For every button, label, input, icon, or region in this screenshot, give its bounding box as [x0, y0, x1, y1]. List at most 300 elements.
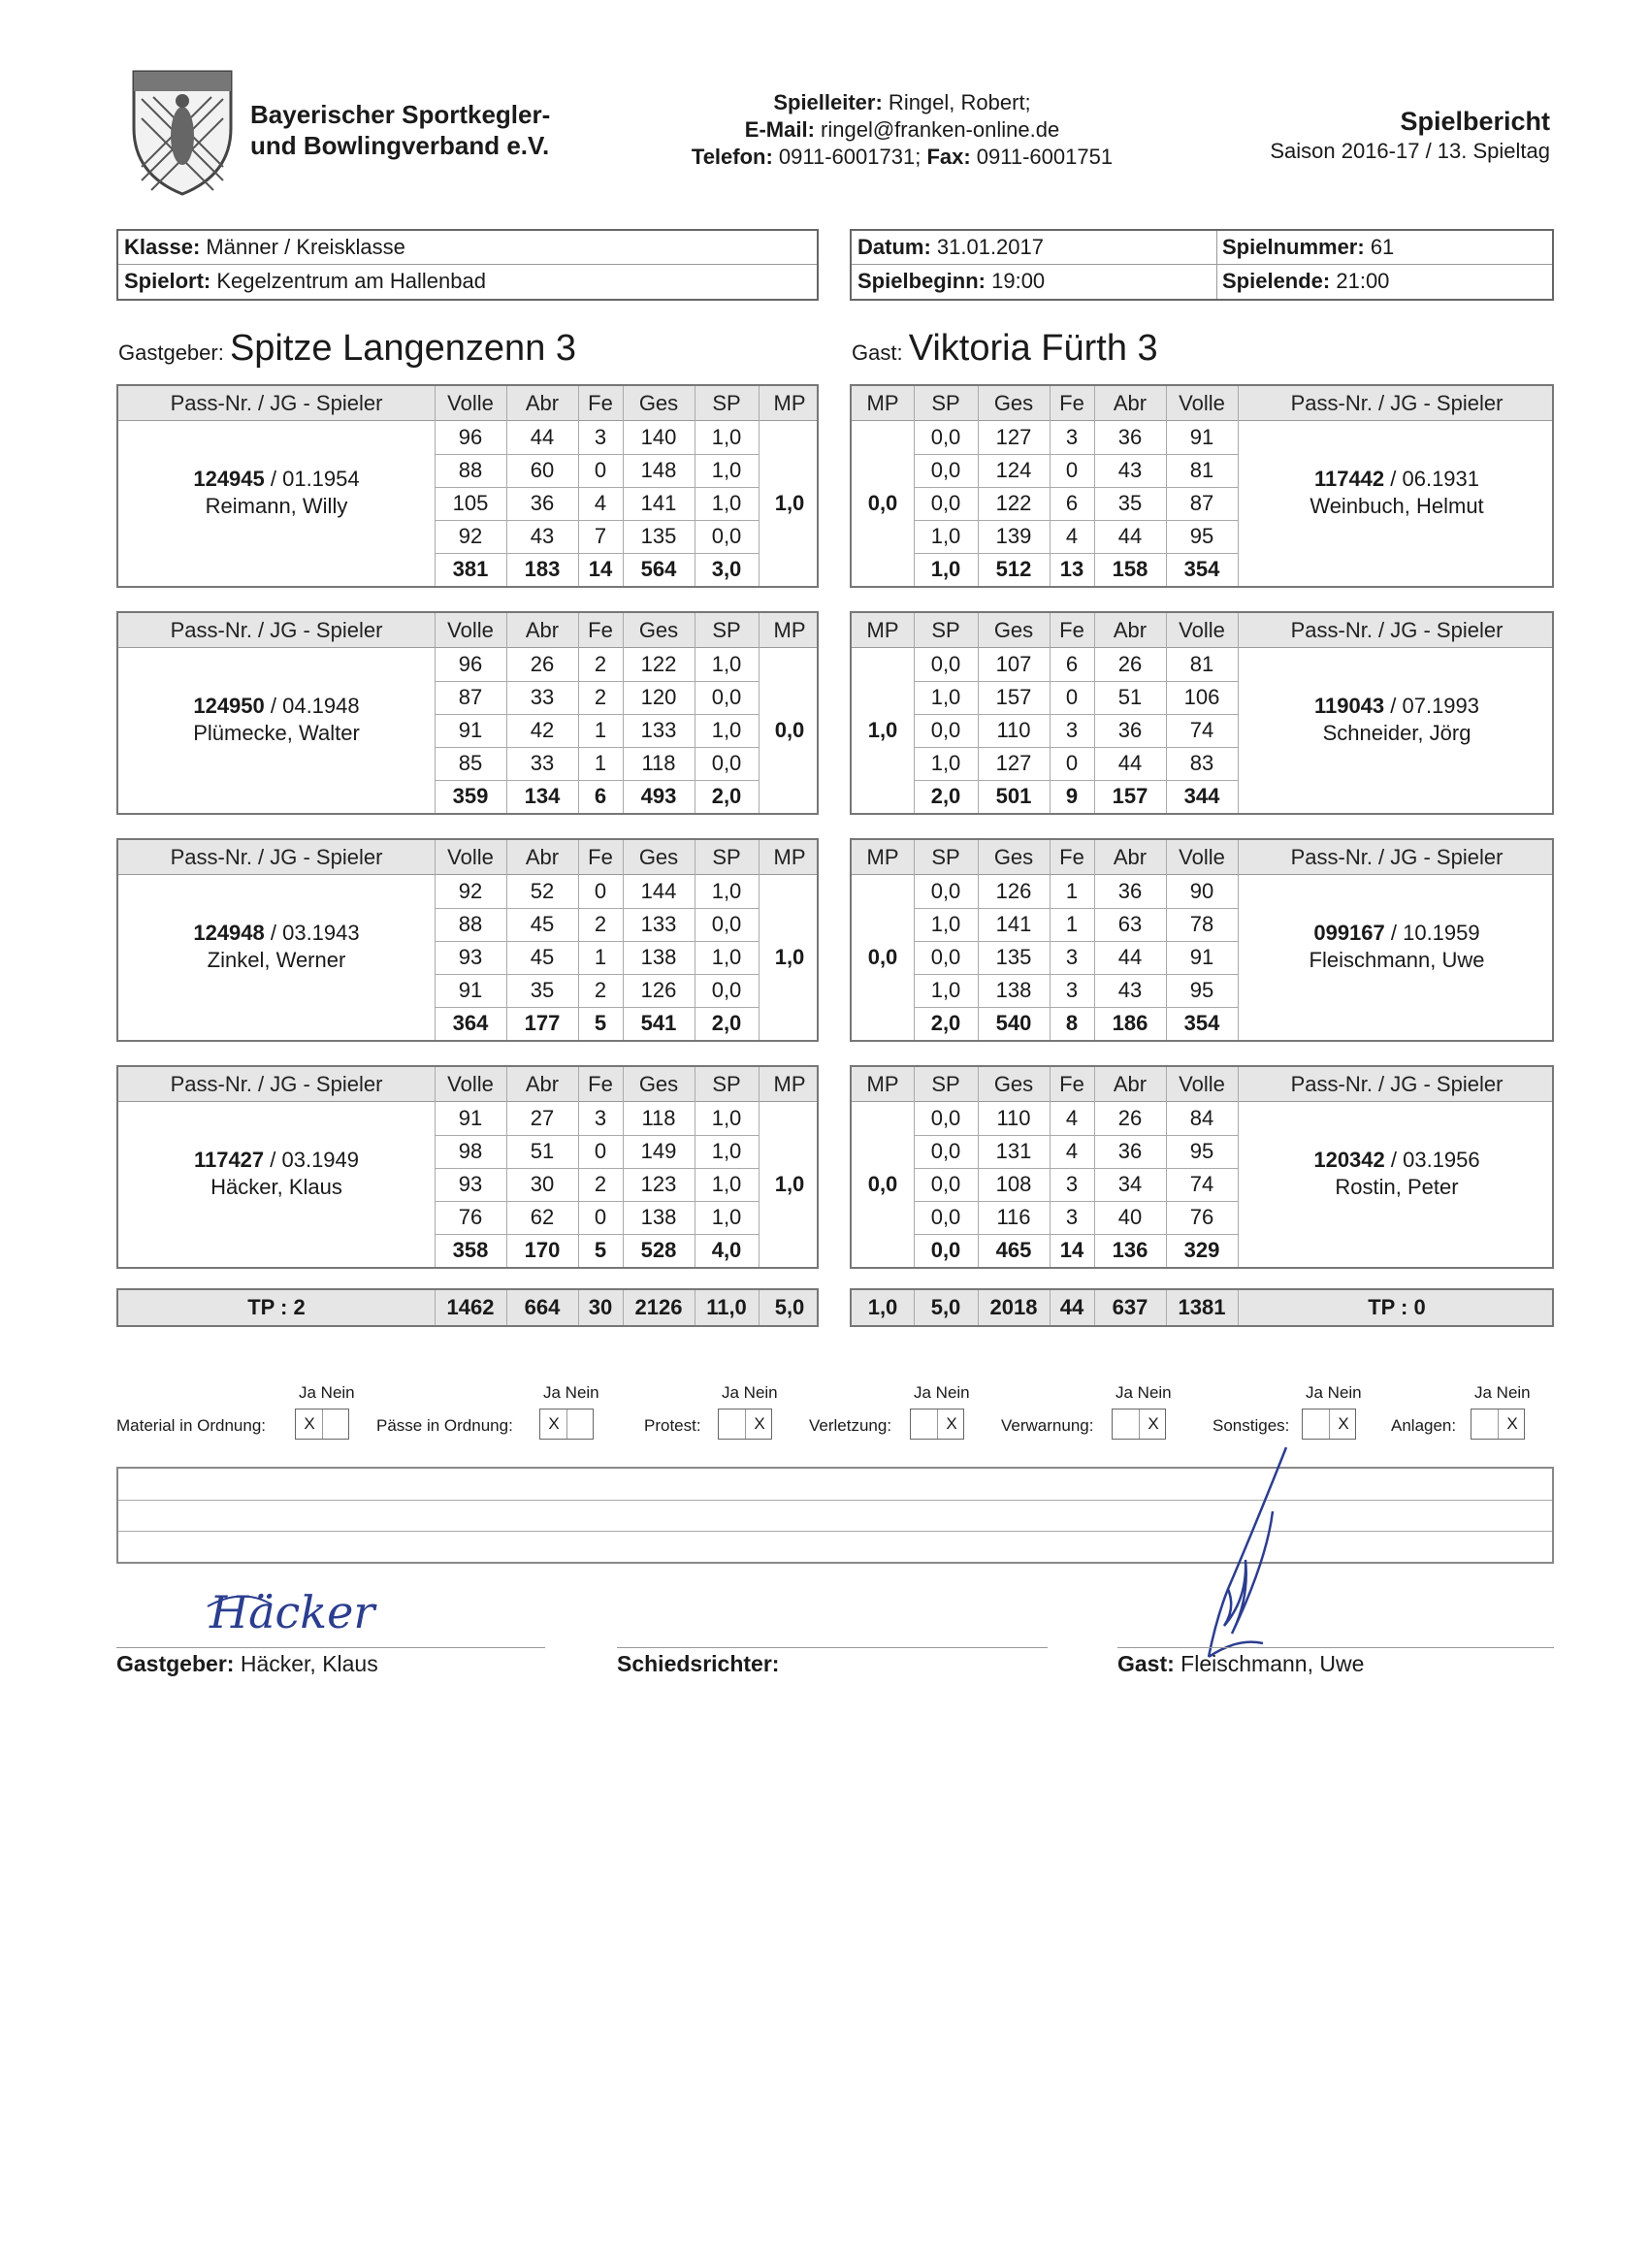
total-cell-volle: 344	[1183, 784, 1220, 808]
check-ja[interactable]: X	[548, 1414, 560, 1433]
score-cell-abr: 34	[1117, 1172, 1143, 1196]
total-cell-sp: 1,0	[930, 557, 961, 581]
remarks-box[interactable]	[116, 1467, 1554, 1564]
score-cell-volle: 105	[452, 491, 489, 515]
score-cell-sp: 0,0	[711, 751, 742, 775]
score-cell-fe: 0	[1065, 458, 1079, 482]
score-cell-fe: 3	[594, 425, 607, 449]
guest-match-points: 0,0	[867, 491, 898, 515]
column-divider	[1166, 1290, 1167, 1325]
guest-total-mp: 1,0	[867, 1295, 898, 1319]
score-cell-volle: 88	[458, 912, 483, 936]
check-box-pair[interactable]	[910, 1409, 964, 1440]
check-label: Verletzung:	[809, 1416, 892, 1435]
score-cell-abr: 26	[1117, 652, 1143, 676]
home-match-points: 1,0	[774, 491, 805, 515]
column-header-player: Pass-Nr. / JG - Spieler	[1290, 618, 1504, 642]
score-cell-volle: 90	[1189, 879, 1214, 903]
check-ja[interactable]	[1471, 1409, 1499, 1439]
column-header-abr: Abr	[525, 845, 560, 869]
total-cell-abr: 186	[1112, 1011, 1148, 1035]
column-header-abr: Abr	[525, 618, 560, 642]
guest-match-block	[850, 384, 1554, 588]
guest-player	[1238, 920, 1556, 974]
total-cell-sp: 2,0	[930, 784, 961, 808]
check-ja[interactable]	[1113, 1409, 1140, 1439]
home-match-points: 0,0	[774, 718, 805, 742]
score-cell-volle: 91	[1189, 425, 1214, 449]
column-header-mp: MP	[773, 1072, 806, 1096]
check-nein[interactable]: X	[946, 1414, 957, 1433]
score-cell-ges: 141	[640, 491, 677, 515]
score-cell-abr: 45	[530, 945, 555, 969]
pass-number: 099167	[1313, 921, 1385, 945]
federation-logo	[124, 60, 241, 198]
total-cell-sp: 3,0	[711, 557, 742, 581]
score-cell-ges: 135	[995, 945, 1032, 969]
score-cell-sp: 0,0	[930, 458, 961, 482]
pass-number: 120342	[1313, 1148, 1385, 1172]
check-box-pair[interactable]	[295, 1409, 349, 1440]
score-cell-abr: 43	[1117, 458, 1143, 482]
player-name: Reimann, Willy	[205, 494, 348, 518]
score-cell-ges: 108	[995, 1172, 1032, 1196]
total-cell-volle: 354	[1183, 557, 1220, 581]
score-cell-ges: 149	[640, 1139, 677, 1163]
score-cell-abr: 42	[530, 718, 555, 742]
score-cell-ges: 138	[640, 945, 677, 969]
player-name: Zinkel, Werner	[207, 948, 346, 972]
inspection-checks	[116, 1383, 1552, 1445]
score-cell-fe: 1	[594, 718, 607, 742]
score-cell-sp: 1,0	[711, 1139, 742, 1163]
home-match-block	[116, 384, 819, 588]
total-cell-abr: 177	[524, 1011, 561, 1035]
score-cell-ges: 118	[641, 1106, 676, 1130]
total-cell-sp: 2,0	[711, 784, 742, 808]
score-cell-ges: 133	[640, 912, 677, 936]
birth-year: / 04.1948	[264, 694, 360, 718]
home-total-mp: 5,0	[774, 1295, 805, 1319]
column-header-sp: SP	[712, 845, 741, 869]
check-ja[interactable]	[1303, 1409, 1330, 1439]
score-cell-abr: 44	[1117, 751, 1143, 775]
score-cell-volle: 81	[1189, 652, 1214, 676]
total-cell-fe: 14	[1059, 1238, 1084, 1262]
score-cell-abr: 35	[530, 978, 555, 1002]
player-name: Rostin, Peter	[1335, 1175, 1459, 1199]
score-cell-ges: 144	[640, 879, 677, 903]
check-label: Verwarnung:	[1001, 1416, 1094, 1435]
total-cell-fe: 5	[594, 1238, 607, 1262]
column-header-fe: Fe	[588, 391, 613, 415]
player-name: Schneider, Jörg	[1322, 721, 1471, 745]
score-cell-fe: 4	[1065, 1139, 1079, 1163]
class-venue-box: Klasse: Männer / Kreisklasse Spielort: Kegelzentrum am Hallenbad	[116, 229, 819, 301]
total-cell-volle: 354	[1183, 1011, 1220, 1035]
check-label: Material in Ordnung:	[116, 1416, 267, 1435]
score-cell-volle: 106	[1183, 685, 1220, 709]
column-header-sp: SP	[712, 391, 741, 415]
score-cell-fe: 2	[594, 685, 607, 709]
report-title: Spielbericht	[1400, 107, 1550, 136]
check-box-pair[interactable]	[718, 1409, 772, 1440]
home-match-block	[116, 838, 819, 1042]
pass-number: 119043	[1313, 694, 1385, 718]
total-cell-abr: 170	[524, 1238, 561, 1262]
score-cell-ges: 126	[995, 879, 1032, 903]
score-cell-fe: 6	[1065, 491, 1079, 515]
ja-nein-header: Ja Nein	[543, 1383, 599, 1402]
column-header-sp: SP	[712, 618, 741, 642]
column-header-sp: SP	[931, 1072, 960, 1096]
check-nein[interactable]: X	[1148, 1414, 1159, 1433]
score-cell-abr: 52	[530, 879, 555, 903]
column-header-player: Pass-Nr. / JG - Spieler	[170, 1072, 383, 1096]
birth-year: / 10.1959	[1384, 921, 1480, 945]
score-cell-sp: 0,0	[711, 685, 742, 709]
score-cell-abr: 36	[530, 491, 555, 515]
check-label: Protest:	[644, 1416, 701, 1435]
host-team-name: Spitze Langenzenn 3	[229, 328, 577, 369]
check-nein[interactable]: X	[1338, 1414, 1349, 1433]
score-cell-ges: 123	[640, 1172, 677, 1196]
column-header-abr: Abr	[1113, 618, 1148, 642]
score-cell-fe: 3	[1065, 425, 1079, 449]
score-cell-abr: 26	[530, 652, 555, 676]
score-cell-fe: 6	[1065, 652, 1079, 676]
score-cell-fe: 0	[594, 1139, 607, 1163]
check-ja[interactable]	[719, 1409, 746, 1439]
score-cell-abr: 43	[1117, 978, 1143, 1002]
score-cell-fe: 1	[594, 945, 607, 969]
column-header-volle: Volle	[447, 391, 494, 415]
score-cell-volle: 95	[1189, 978, 1214, 1002]
total-cell-ges: 465	[995, 1238, 1032, 1262]
score-cell-ges: 131	[995, 1139, 1032, 1163]
check-label: Anlagen:	[1391, 1416, 1457, 1435]
column-header-volle: Volle	[447, 618, 494, 642]
home-total-volle: 1462	[446, 1295, 495, 1319]
score-cell-abr: 44	[1117, 524, 1143, 548]
score-cell-volle: 91	[1189, 945, 1214, 969]
score-cell-sp: 1,0	[711, 945, 742, 969]
score-cell-ges: 110	[996, 1106, 1031, 1130]
league-leader-contact: Spielleiter: Ringel, Robert; E-Mail: ringel@franken-online.de Telefon: 0911-6001731; Fax: 0911-6001751	[691, 90, 1114, 169]
column-header-volle: Volle	[1179, 618, 1225, 642]
total-cell-ges: 541	[640, 1011, 677, 1035]
score-cell-abr: 36	[1117, 425, 1143, 449]
score-cell-abr: 44	[530, 425, 555, 449]
score-cell-fe: 0	[594, 879, 607, 903]
score-cell-fe: 1	[1065, 912, 1079, 936]
column-header-volle: Volle	[1179, 391, 1225, 415]
score-cell-ges: 148	[640, 458, 677, 482]
score-cell-fe: 1	[1065, 879, 1079, 903]
column-header-volle: Volle	[1179, 845, 1225, 869]
column-header-player: Pass-Nr. / JG - Spieler	[1290, 845, 1504, 869]
column-header-mp: MP	[866, 618, 899, 642]
column-header-volle: Volle	[447, 845, 494, 869]
guest-signature-line	[1117, 1647, 1554, 1648]
home-match-block	[116, 611, 819, 815]
total-cell-ges: 512	[995, 557, 1032, 581]
home-match-points: 1,0	[774, 1172, 805, 1196]
guest-match-points: 1,0	[867, 718, 898, 742]
home-total-sp: 11,0	[706, 1295, 747, 1319]
column-divider	[914, 1290, 915, 1325]
referee-signature-line	[617, 1647, 1048, 1648]
guest-player	[1238, 466, 1556, 520]
report-title-block	[1270, 105, 1550, 165]
score-cell-sp: 1,0	[930, 978, 961, 1002]
score-cell-sp: 0,0	[711, 524, 742, 548]
date-time-box: Datum: 31.01.2017 Spielnummer: 61 Spielbeginn: 19:00 Spielende: 21:00	[850, 229, 1554, 301]
score-cell-sp: 1,0	[930, 524, 961, 548]
score-cell-volle: 87	[458, 685, 483, 709]
score-cell-volle: 81	[1189, 458, 1214, 482]
guest-match-block	[850, 838, 1554, 1042]
total-cell-sp: 2,0	[711, 1011, 742, 1035]
column-header-ges: Ges	[993, 1072, 1034, 1096]
score-cell-abr: 40	[1117, 1205, 1143, 1229]
score-cell-fe: 3	[1065, 945, 1079, 969]
column-divider	[759, 840, 760, 1040]
score-cell-ges: 124	[995, 458, 1032, 482]
total-cell-fe: 8	[1065, 1011, 1079, 1035]
player-name: Weinbuch, Helmut	[1310, 494, 1484, 518]
score-cell-ges: 139	[995, 524, 1032, 548]
guest-team-name: Viktoria Fürth 3	[908, 328, 1158, 369]
column-divider	[1238, 1290, 1239, 1325]
score-cell-volle: 92	[458, 524, 483, 548]
guest-signature-label: Gast: Fleischmann, Uwe	[1117, 1651, 1365, 1676]
total-cell-sp: 4,0	[711, 1238, 742, 1262]
column-header-abr: Abr	[1113, 1072, 1148, 1096]
referee-signature-label: Schiedsrichter:	[617, 1651, 780, 1676]
score-cell-sp: 0,0	[930, 718, 961, 742]
score-cell-sp: 0,0	[930, 1106, 961, 1130]
column-divider	[1050, 1290, 1051, 1325]
check-label: Sonstiges:	[1212, 1416, 1290, 1435]
score-cell-sp: 1,0	[711, 879, 742, 903]
check-ja[interactable]	[911, 1409, 938, 1439]
score-cell-volle: 95	[1189, 524, 1214, 548]
score-cell-fe: 4	[1065, 524, 1079, 548]
score-cell-sp: 0,0	[930, 1172, 961, 1196]
score-cell-abr: 33	[530, 751, 555, 775]
column-header-fe: Fe	[588, 845, 613, 869]
score-cell-sp: 1,0	[711, 652, 742, 676]
column-header-player: Pass-Nr. / JG - Spieler	[170, 845, 383, 869]
score-cell-fe: 7	[594, 524, 607, 548]
total-cell-sp: 2,0	[930, 1011, 961, 1035]
column-divider	[759, 386, 760, 586]
total-cell-abr: 136	[1112, 1238, 1148, 1262]
guest-match-points: 0,0	[867, 1172, 898, 1196]
column-divider	[978, 1290, 979, 1325]
score-cell-volle: 96	[458, 425, 483, 449]
guest-total-fe: 44	[1059, 1295, 1084, 1319]
home-player	[118, 693, 435, 747]
host-signature-label: Gastgeber: Häcker, Klaus	[116, 1651, 378, 1676]
home-team-points: TP : 2	[247, 1295, 306, 1319]
total-cell-volle: 329	[1183, 1238, 1220, 1262]
column-divider	[759, 1067, 760, 1267]
column-divider	[759, 1290, 760, 1325]
column-header-fe: Fe	[1059, 1072, 1084, 1096]
home-player	[118, 920, 435, 974]
host-signature	[204, 1577, 378, 1651]
score-cell-ges: 157	[995, 685, 1032, 709]
ja-nein-header: Ja Nein	[914, 1383, 970, 1402]
score-cell-sp: 0,0	[930, 879, 961, 903]
total-cell-ges: 493	[640, 784, 677, 808]
score-cell-abr: 36	[1117, 879, 1143, 903]
birth-year: / 03.1949	[264, 1148, 360, 1172]
score-cell-ges: 141	[995, 912, 1032, 936]
check-box-pair[interactable]	[1112, 1409, 1166, 1440]
check-ja[interactable]: X	[304, 1414, 315, 1433]
score-cell-sp: 1,0	[711, 1172, 742, 1196]
score-cell-sp: 1,0	[711, 1205, 742, 1229]
score-cell-sp: 1,0	[711, 718, 742, 742]
column-divider	[506, 1290, 507, 1325]
score-cell-ges: 110	[996, 718, 1031, 742]
ja-nein-header: Ja Nein	[1306, 1383, 1362, 1402]
season-matchday: Saison 2016-17 / 13. Spieltag	[1270, 139, 1550, 163]
score-cell-abr: 45	[530, 912, 555, 936]
total-cell-sp: 0,0	[930, 1238, 961, 1262]
pass-number: 124945	[193, 467, 265, 491]
check-nein[interactable]	[323, 1409, 350, 1439]
score-cell-fe: 3	[1065, 1205, 1079, 1229]
score-cell-abr: 30	[530, 1172, 555, 1196]
home-match-block	[116, 1065, 819, 1269]
score-cell-sp: 1,0	[711, 425, 742, 449]
check-box-pair[interactable]	[1471, 1409, 1525, 1440]
column-header-ges: Ges	[638, 845, 679, 869]
score-cell-sp: 0,0	[930, 425, 961, 449]
score-cell-fe: 3	[1065, 718, 1079, 742]
host-signature-line	[116, 1647, 545, 1648]
score-cell-volle: 74	[1189, 718, 1214, 742]
column-header-sp: SP	[712, 1072, 741, 1096]
total-cell-abr: 158	[1112, 557, 1148, 581]
score-cell-volle: 76	[458, 1205, 483, 1229]
home-player	[118, 466, 435, 520]
score-cell-ges: 140	[640, 425, 677, 449]
score-cell-abr: 63	[1117, 912, 1143, 936]
score-cell-volle: 87	[1189, 491, 1214, 515]
total-cell-ges: 501	[995, 784, 1032, 808]
column-header-sp: SP	[931, 618, 960, 642]
total-cell-fe: 5	[594, 1011, 607, 1035]
birth-year: / 01.1954	[264, 467, 360, 491]
score-cell-abr: 27	[530, 1106, 555, 1130]
score-cell-sp: 1,0	[930, 751, 961, 775]
guest-total-sp: 5,0	[930, 1295, 961, 1319]
total-cell-ges: 528	[640, 1238, 677, 1262]
column-header-sp: SP	[931, 845, 960, 869]
score-cell-volle: 95	[1189, 1139, 1214, 1163]
score-cell-ges: 120	[640, 685, 677, 709]
score-cell-abr: 62	[530, 1205, 555, 1229]
score-cell-ges: 118	[641, 751, 676, 775]
column-header-mp: MP	[773, 618, 806, 642]
player-name: Fleischmann, Uwe	[1309, 948, 1485, 972]
score-cell-abr: 51	[1117, 685, 1143, 709]
home-match-points: 1,0	[774, 945, 805, 969]
score-cell-ges: 107	[995, 652, 1032, 676]
column-header-fe: Fe	[588, 618, 613, 642]
score-cell-volle: 85	[458, 751, 483, 775]
column-header-abr: Abr	[1113, 845, 1148, 869]
score-cell-sp: 1,0	[711, 1106, 742, 1130]
total-cell-volle: 364	[452, 1011, 489, 1035]
guest-player	[1238, 1147, 1556, 1201]
score-cell-ges: 127	[995, 751, 1032, 775]
score-cell-fe: 3	[1065, 1172, 1079, 1196]
total-cell-abr: 183	[524, 557, 561, 581]
score-cell-fe: 4	[594, 491, 607, 515]
total-cell-ges: 540	[995, 1011, 1032, 1035]
player-name: Häcker, Klaus	[210, 1175, 342, 1199]
score-cell-fe: 3	[594, 1106, 607, 1130]
guest-totals-row	[850, 1288, 1554, 1327]
column-header-fe: Fe	[588, 1072, 613, 1096]
column-header-abr: Abr	[525, 391, 560, 415]
home-total-ges: 2126	[634, 1295, 683, 1319]
score-cell-abr: 26	[1117, 1106, 1143, 1130]
score-cell-ges: 126	[640, 978, 677, 1002]
check-nein[interactable]: X	[1506, 1414, 1518, 1433]
guest-total-volle: 1381	[1178, 1295, 1226, 1319]
pass-number: 124950	[193, 694, 265, 718]
check-label: Pässe in Ordnung:	[376, 1416, 513, 1435]
score-cell-fe: 0	[1065, 685, 1079, 709]
column-header-fe: Fe	[1059, 845, 1084, 869]
score-cell-ges: 135	[640, 524, 677, 548]
ja-nein-header: Ja Nein	[299, 1383, 355, 1402]
pass-number: 117442	[1313, 467, 1385, 491]
total-cell-fe: 9	[1065, 784, 1079, 808]
organisation-name: Bayerischer Sportkegler- und Bowlingverband e.V.	[250, 100, 551, 160]
column-divider	[623, 1290, 624, 1325]
score-cell-volle: 76	[1189, 1205, 1214, 1229]
column-header-mp: MP	[866, 845, 899, 869]
score-cell-volle: 83	[1189, 751, 1214, 775]
score-cell-volle: 98	[458, 1139, 483, 1163]
check-box-pair[interactable]	[1302, 1409, 1356, 1440]
score-cell-fe: 0	[1065, 751, 1079, 775]
total-cell-abr: 157	[1112, 784, 1148, 808]
column-header-player: Pass-Nr. / JG - Spieler	[170, 618, 383, 642]
score-cell-abr: 35	[1117, 491, 1143, 515]
home-totals-row	[116, 1288, 819, 1327]
home-total-abr: 664	[524, 1295, 561, 1319]
check-nein[interactable]: X	[754, 1414, 765, 1433]
guest-match-points: 0,0	[867, 945, 898, 969]
score-cell-fe: 2	[594, 652, 607, 676]
score-cell-volle: 84	[1189, 1106, 1214, 1130]
check-nein[interactable]	[567, 1409, 595, 1439]
check-box-pair[interactable]	[539, 1409, 594, 1440]
score-cell-ges: 122	[995, 491, 1032, 515]
column-header-ges: Ges	[638, 391, 679, 415]
score-cell-abr: 36	[1117, 1139, 1143, 1163]
total-cell-fe: 13	[1059, 557, 1084, 581]
